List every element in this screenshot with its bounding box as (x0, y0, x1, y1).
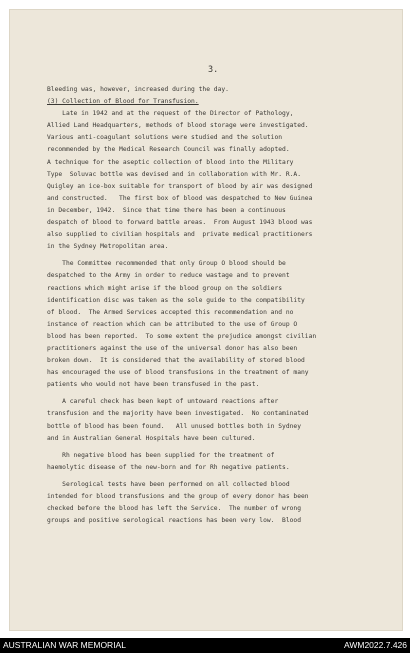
text-line: and in Australian General Hospitals have been cultured. (47, 434, 256, 442)
text-line: broken down. It is considered that the availability of stored blood (47, 357, 305, 365)
text-line: and constructed. The first box of blood was despatched to New Guinea (47, 194, 313, 202)
text-line: recommended by the Medical Research Council was finally adopted. (47, 146, 290, 154)
text-line: of blood. The Armed Services accepted this recommendation and no (47, 308, 294, 316)
text-line: Quigley an ice-box suitable for transport of blood by air was designed (47, 182, 313, 190)
text-line: checked before the blood has left the Service. The number of wrong (47, 505, 302, 513)
text-line: despatch of blood to forward battle areas. From August 1943 blood was (47, 219, 313, 227)
text-line: reactions which might arise if the blood group on the soldiers (47, 284, 283, 292)
text-line: The Committee recommended that only Group O blood should be (47, 260, 286, 268)
text-line: in December, 1942. Since that time there has been a continuous (47, 206, 286, 214)
text-line: also supplied to civilian hospitals and private medical practitioners (47, 231, 313, 239)
text-line: Type Soluvac bottle was devised and in collaboration with Mr. R.A. (47, 170, 302, 178)
text-line: Late in 1942 and at the request of the Director of Pathology, (47, 110, 294, 118)
text-line: A technique for the aseptic collection of blood into the Military (47, 158, 294, 166)
text-line: has encouraged the use of blood transfusions in the treatment of many (47, 369, 309, 377)
archive-name: AUSTRALIAN WAR MEMORIAL (3, 640, 126, 650)
footer-bar (0, 638, 410, 653)
text-line: Bleeding was, however, increased during the day. (47, 86, 229, 93)
document-page (10, 10, 402, 630)
text-line: Rh negative blood has been supplied for the treatment of (47, 451, 275, 459)
text-line: bottle of blood has been found. All unused bottles both in Sydney (47, 422, 302, 430)
text-line: Various anti-coagulant solutions were studied and the solution (47, 134, 283, 142)
text-line: haemolytic disease of the new-born and for Rh negative patients. (47, 463, 290, 471)
section-heading: (3) Collection of Blood for Transfusion. (47, 98, 199, 106)
text-line: Allied Land Headquarters, methods of blood storage were investigated. (47, 122, 309, 130)
catalog-id: AWM2022.7.426 (344, 640, 407, 650)
text-line: Serological tests have been performed on all collected blood (47, 480, 290, 488)
text-line: practitioners against the use of the universal donor has also been (47, 344, 298, 352)
text-line: despatched to the Army in order to reduce wastage and to prevent (47, 272, 290, 280)
text-line: identification disc was taken as the sole guide to the compatibility (47, 296, 305, 304)
text-line: A careful check has been kept of untoward reactions after (47, 398, 279, 406)
text-line: instance of reaction which can be attributed to the use of Group O (47, 320, 298, 328)
page-number: 3. (208, 65, 219, 75)
text-line: blood has been reported. To some extent the prejudice amongst civilian (47, 332, 317, 340)
text-line: transfusion and the majority have been investigated. No contaminated (47, 410, 309, 418)
text-line: intended for blood transfusions and the group of every donor has been (47, 493, 309, 500)
text-line: patients who would not have been transfused in the past. (47, 381, 260, 389)
text-line: groups and positive serological reactions has been very low. Blood (47, 517, 302, 525)
text-line: in the Sydney Metropolitan area. (47, 243, 169, 251)
document-body (47, 84, 377, 527)
